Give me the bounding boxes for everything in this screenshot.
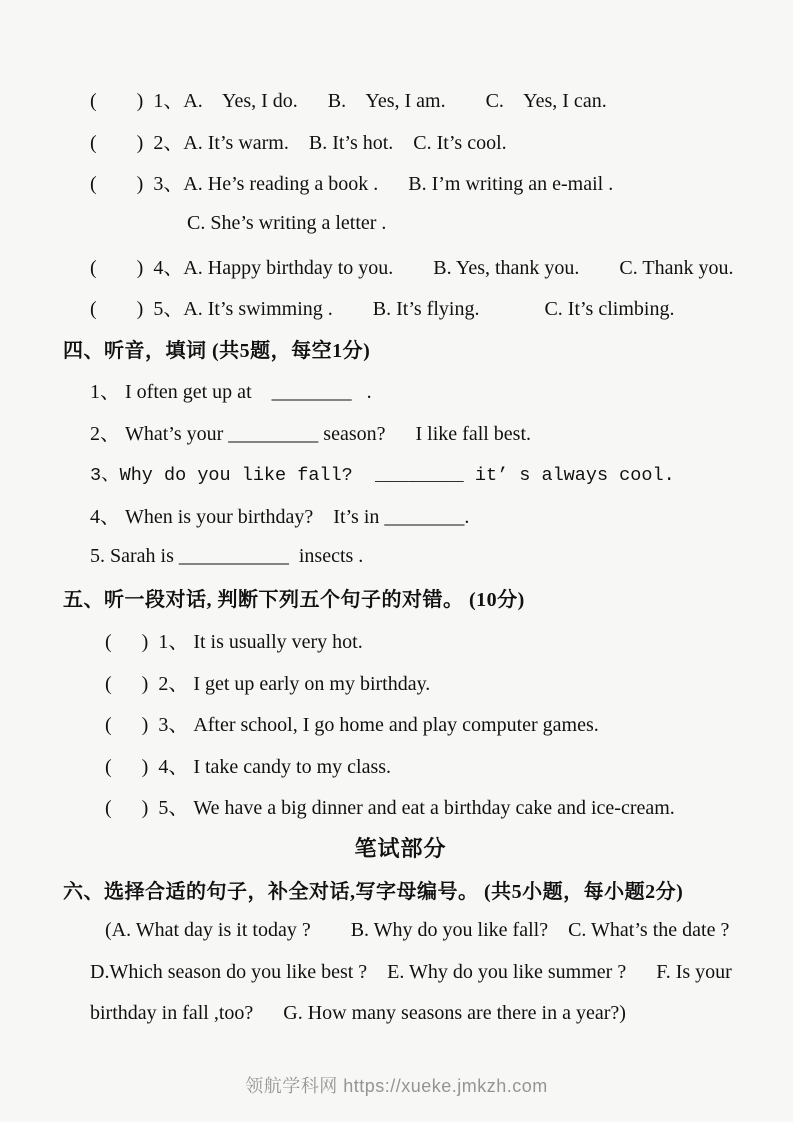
written-section-title: 笔试部分: [354, 835, 447, 861]
section-six-heading: 六、选择合适的句子，补全对话,写字母编号。 (共5小题，每小题2分): [63, 880, 684, 903]
choice-row-3: ( ) 3、A. He’s reading a book . B. I’m writing an e-mail .: [90, 173, 614, 196]
choice-row-1: ( ) 1、A. Yes, I do. B. Yes, I am. C. Yes, I can.: [90, 90, 607, 113]
section-four-heading: 四、听音，填词 (共5题，每空1分): [63, 339, 371, 362]
choice-row-3-continuation: C. She’s writing a letter .: [187, 212, 387, 235]
truefalse-item-4: ( ) 4、 I take candy to my class.: [105, 755, 392, 778]
choice-row-2: ( ) 2、A. It’s warm. B. It’s hot. C. It’s cool.: [90, 131, 507, 154]
site-watermark: 领航学科网 https://xueke.jmkzh.com: [245, 1076, 548, 1096]
fill-item-2: 2、 What’s your _________ season? I like fall best.: [90, 423, 532, 446]
sentence-bank-line-3: birthday in fall ,too? G. How many seasons are there in a year?): [90, 1002, 626, 1025]
truefalse-item-2: ( ) 2、 I get up early on my birthday.: [105, 672, 431, 695]
truefalse-item-1: ( ) 1、 It is usually very hot.: [105, 631, 363, 654]
choice-row-5: ( ) 5、A. It’s swimming . B. It’s flying. C. It’s climbing.: [90, 298, 675, 321]
fill-item-3: 3、Why do you like fall? ________ it’ s always cool.: [90, 465, 675, 487]
fill-item-1: 1、 I often get up at ________ .: [90, 381, 372, 404]
section-five-heading: 五、听一段对话, 判断下列五个句子的对错。 (10分): [63, 589, 525, 612]
truefalse-item-3: ( ) 3、 After school, I go home and play computer games.: [105, 714, 599, 737]
sentence-bank-line-1: (A. What day is it today ? B. Why do you like fall? C. What’s the date ?: [105, 919, 730, 942]
choice-row-4: ( ) 4、A. Happy birthday to you. B. Yes, thank you. C. Thank you.: [90, 256, 734, 279]
fill-item-4: 4、 When is your birthday? It’s in ________.: [90, 506, 470, 529]
truefalse-item-5: ( ) 5、 We have a big dinner and eat a birthday cake and ice-cream.: [105, 797, 675, 820]
sentence-bank-line-2: D.Which season do you like best ? E. Why do you like summer ? F. Is your: [90, 960, 732, 983]
fill-item-5: 5. Sarah is ___________ insects .: [90, 544, 364, 567]
